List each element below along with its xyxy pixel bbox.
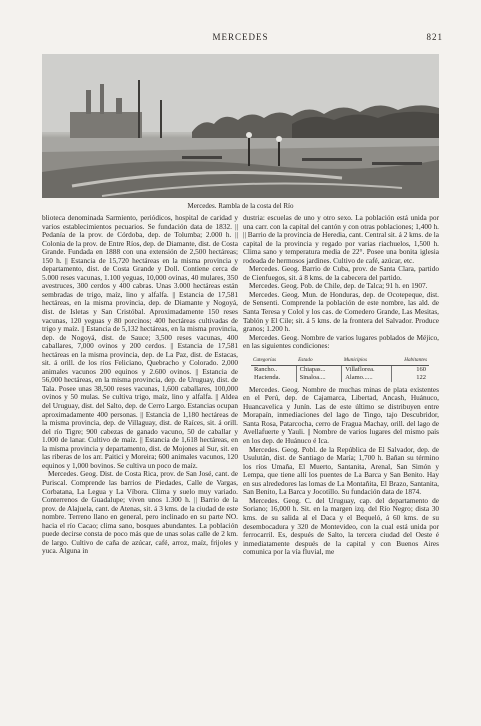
left-paragraph-1: blioteca denominada Sarmiento, periódicos, hospital de caridad y varios establecimientos pecuarios. Se fundación data de 1832. || Pedanía de la prov. de Córdoba, dep. de Tolumba; 2.000 h. || Colonia de la prov. de Entre Ríos, dep. de Diamante, dist. de Costa Grande. Fundada en 1888 con una extensión de 2,500 hectáreas; 150 h. || Estancia de 15,720 hectáreas en la misma provincia y departamento, dist. de Costa Grande y Doll. Contiene cerca de 5.000 reses vacunas, 1.100 yeguas, 10,000 ovinas, 40 mulares, 350 avestruces, 300 cerdos y 400 cabras. Unas 3.000 hectáreas están sembradas de trigo, maíz, lino y alfalfa. || Estancia de 17,581 hectáreas, en la misma provincia, dep. de Diamante y Nogoyá, dist. de Isletas y San Cristóbal. Aproximadamente 150 reses vacunas, 120 yeguas y 80 porcinos; 400 hectáreas cultivadas de trigo y maíz. || Estancia de 5,132 hectáreas, en la misma provincia, dep. de Nogoyá, dist. de Sauce; 3,500 reses vacunas, 400 caballares, 7,000 ovinos y 200 cerdos. || Estancia de 17,581 hectáreas en la misma provincia, dep. de La Paz, dist. de Estacas, sit. á orill. de los ríos Feliciano, Quebracho y Colorado. 2,000 animales vacunos 200 equinos y 2.600 ovinos. || Estancia de 56,000 hectáreas, en la misma provincia, dep. de Uruguay, dist. de Tala. Posee unas 38,500 reses vacunas, 1,600 caballares, 100,000 ovinos y 50 mulas. Se cultiva trigo, maíz, lino y alfalfa. || Aldea del Uruguay, dist. del Salto, dep. de Cerro Largo. Estancias ocupan aproximadamente 400 personas. || Estancia de 1,180 hectáreas de la misma provincia, dep. de Villaguay, dist. de Raíces, sit. á orill. del río Tigre; 900 cabezas de ganado vacuno, 50 de caballar y 1.000 de lanar. Cultivo de maíz. || Estancia de 1,618 hectáreas, en la misma provincia y departamento, dist. de Mojones al Sur, sit. en las riberas de los arr. Paitici y Moreira; 600 animales vacunos, 120 equinos y 1,000 bovinos. Se cultiva un poco de maíz.: [42, 213, 238, 470]
table-cell: Chiapas...: [296, 365, 342, 374]
table-cell: Hacienda.: [254, 373, 281, 381]
header-title: MERCEDES: [212, 32, 269, 42]
table-cell: Alamo......: [342, 374, 392, 382]
table-cell: 122: [392, 374, 429, 382]
right-paragraph-6: Mercedes. Geog. Nombre de muchas minas de plata existentes en el Perú, dep. de Cajamarca, Libertad, Ancash, Huánuco, Huancavelica y Junín. Las de este último se distribuyen entre Morapaín, inmediaciones del lago de Tingo, tajo Descubridor, Santa Rosa, Patarcocha, cerro de Fragua Machay, orill. del lago de Avellafuerte y Yauli. || Nombre de varios lugares del mismo país en los dep. de Huánuco é Ica.: [243, 384, 439, 446]
right-paragraph-1: dustria: escuelas de uno y otro sexo. La población está unida por una carr. con la capital del cantón y con otras poblaciones; 1,400 h. || Barrio de la provincia de Heredia, cant. Central sit. á 2 kms. de la capital de la provincia y regado por varias riachuelos, 1,500 h. Clima sano y temperatura media de 22°. Posee una bonita iglesia rodeada de hermosos jardines. Cultivo de café, azúcar, etc.: [243, 213, 439, 265]
page-number: 821: [426, 32, 443, 42]
photo-caption: Mercedes. Rambla de la costa del Río: [187, 202, 294, 210]
mexico-places-table: [251, 355, 429, 382]
table-header-cell: Municipios: [342, 355, 392, 366]
table-row: [251, 365, 429, 374]
running-header: [38, 30, 443, 46]
table-cell: Sinaloa....: [296, 374, 342, 382]
right-paragraph-7: Mercedes. Geog. Pobl. de la República de El Salvador, dep. de Usulután, dist. de Santiago de María; 1,700 h. Bañan su término los ríos Umaña, El Muerto, Santanita, Arenal, San Simón y Lempa, que tiene allí los puentes de La Barca y San Benito. Hay en sus alrededores las lomas de La Montañita, El Brazo, Santanita, San Benito, La Barca y Jocotillo. Su fundación data de 1874.: [243, 444, 439, 497]
right-paragraph-4: Mercedes. Geog. Mun. de Honduras, dep. de Ocotepeque, dist. de Sensenti. Comprende la población de este nombre, las ald. de Santa Teresa y Colol y los cas. de Comedero Grande, Las Mesitas, Tablón y El Cile; sit. á 5 kms. de la frontera del Salvador. Produce granos; 1.200 h.: [243, 289, 439, 334]
right-column: [243, 214, 439, 557]
table-header-row: [251, 355, 429, 366]
table-header-cell: Habitantes: [392, 355, 429, 366]
table-cell: 160: [392, 365, 429, 374]
left-paragraph-2: Mercedes. Geog. Dist. de Costa Rica, prov. de San José, cant. de Puriscal. Comprende las barrios de Piedades, Calle de Vargas, Corbatana, La Legua y La Víbora. Clima y suelo muy variado. Conterrenos de Guadalupe; viven unos 1.300 h. || Barrio de la prov. de Alajuela, cant. de Atenas, sit. á 3 kms. de la ciudad de este nombre. Terreno llano en general, pero inclinado en su parte NO. hacia el río Cacao; clima sano, bosques abundantes. La población puede decirse consta de poco más que de unas solas calle de 2 km. de largo. Cultivo de caña de azúcar, café, arroz, maíz, frijoles y yuca. Alguna in: [42, 469, 238, 556]
table-row: [251, 374, 429, 382]
photograph-rambla: [42, 54, 439, 198]
table-header-cell: Estado: [296, 355, 342, 366]
right-paragraph-2: Mercedes. Geog. Barrio de Cuba, prov. de Santa Clara, partido de Cienfuegos, sit. á 8 kms. de la cabecera del partido.: [243, 264, 439, 282]
table-cell: Villaflorea.: [342, 365, 392, 374]
right-paragraph-5: Mercedes. Geog. Nombre de varios lugares poblados de Méjico, en las siguientes condiciones:: [243, 332, 439, 351]
left-column: [42, 214, 238, 556]
table-header-cell: Categorías: [251, 355, 296, 366]
photo-illustration: [42, 54, 439, 198]
table-cell: Rancho..: [254, 365, 278, 373]
right-paragraph-3: Mercedes. Geog. Pob. de Chile, dep. de Talca; 91 h. en 1907.: [249, 281, 428, 291]
right-paragraph-8: Mercedes. Geog. C. del Uruguay, cap. del departamento de Soriano; 16,000 h. Sit. en la margen izq. del Río Negro; dista 30 kms. de su salida al el Daca y el Bequeló, á 60 kms. de su desembocadura y 320 de Montevideo, con la cual está unida por ferrocarril. Es, después de Salto, la tercera ciudad del Oeste é inmediatamente después de la capital y con Buenos Aires comunica por la vía fluvial, me: [243, 495, 439, 557]
